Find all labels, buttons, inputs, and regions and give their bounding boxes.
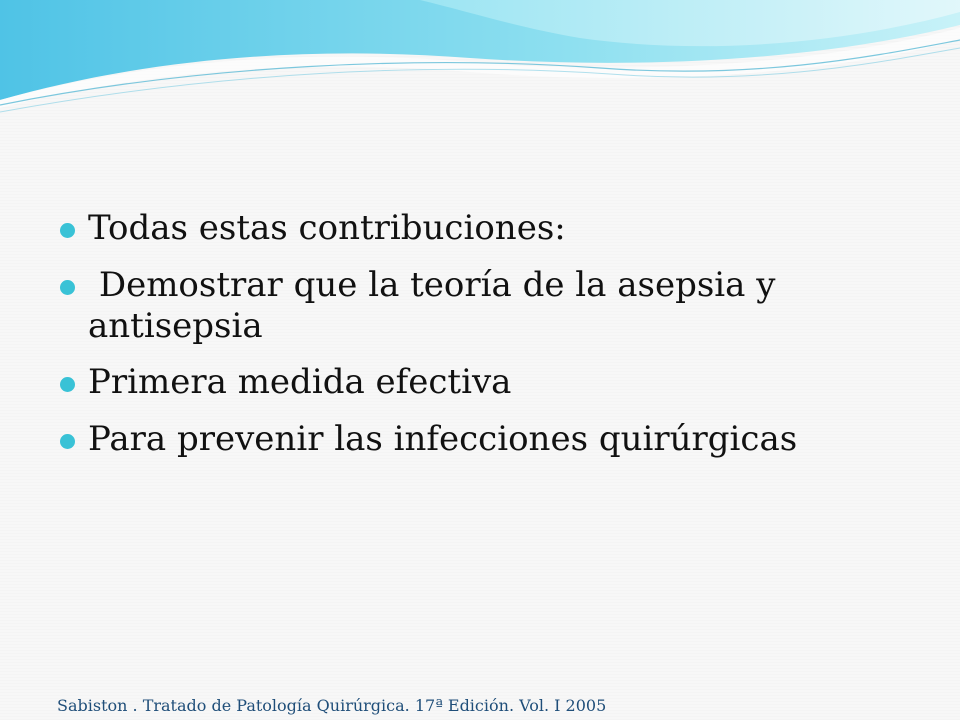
bullet-item — [60, 419, 920, 460]
bullet-text: Para prevenir las infecciones quirúrgicas — [88, 419, 798, 460]
bullet-item — [60, 208, 920, 249]
bullet-dot-icon — [60, 280, 75, 295]
bullet-list — [60, 208, 920, 476]
bullet-dot-icon — [60, 223, 75, 238]
bullet-dot-icon — [60, 434, 75, 449]
bullet-text: Todas estas contribuciones: — [88, 208, 566, 248]
bullet-text: Primera medida efectiva — [88, 362, 512, 403]
bullet-item — [60, 362, 920, 403]
bullet-item — [60, 265, 920, 347]
bullet-text: Demostrar que la teoría de la asepsia y antisepsia — [88, 264, 787, 346]
bullet-dot-icon — [60, 377, 75, 392]
citation-footer: Sabiston . Tratado de Patología Quirúrgica. 17ª Edición. Vol. I 2005 — [57, 696, 607, 715]
header-wave-decoration — [0, 0, 960, 130]
